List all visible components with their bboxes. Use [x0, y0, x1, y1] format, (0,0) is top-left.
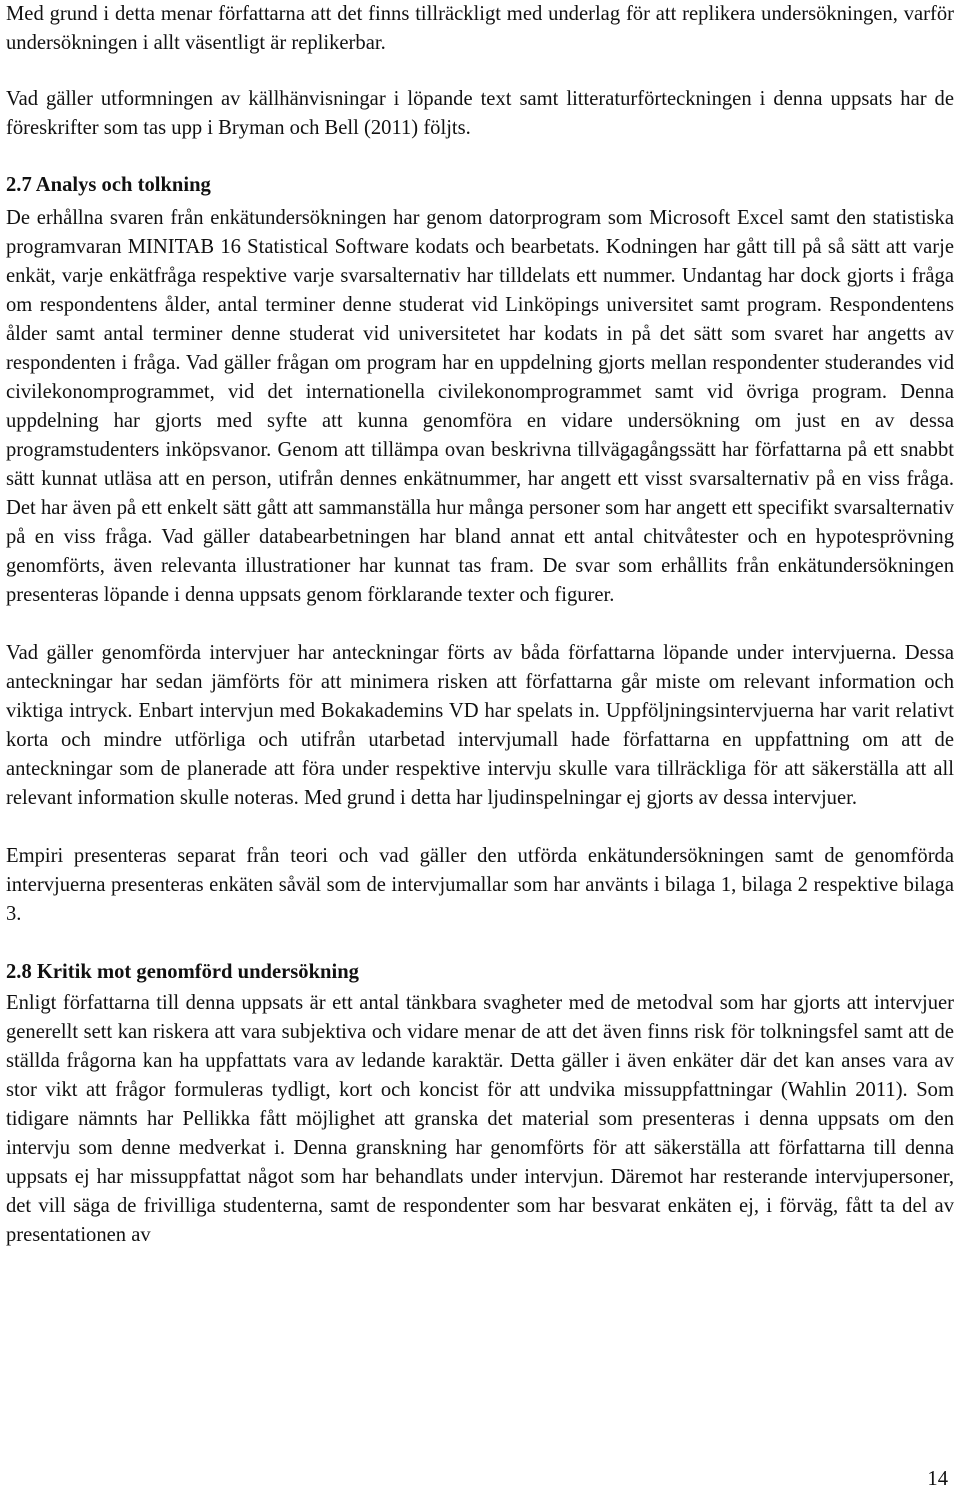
section-heading-2-8: 2.8 Kritik mot genomförd undersökning [6, 961, 359, 983]
paragraph-analys: De erhållna svaren från enkätundersökningen har genom datorprogram som Microsoft Excel samt den statistiska programvaran MINITAB 16 Statistical Software kodats och bearbetats. Kodningen har gått till på så sätt att varje enkät, varje enkätfråga respektive varje svarsalternativ har tilldelats ett nummer. Undantag har dock gjorts i fråga om respondentens ålder, antal terminer denne studerat vid Linköpings universitet samt program. Respondentens ålder samt antal terminer denne studerat vid universitetet har kodats in på det sätt som svaret har angetts av respondenten i fråga. Vad gäller frågan om program har en uppdelning gjorts mellan respondenter studerandes vid civilekonomprogrammet, vid det internationella civilekonomprogrammet samt vid övriga program. Denna uppdelning har gjorts med syfte att kunna genomföra en vidare undersökning om just en av dessa programstudenters inköpsvanor. Genom att tillämpa ovan beskrivna tillvägagångssätt har författarna på ett snabbt sätt kunnat utläsa att en person, utifrån dennes enkätnummer, har angett ett visst svarsalternativ på en viss fråga. Det har även på ett enkelt sätt gått att sammanställa hur många personer som har angett ett specifikt svarsalternativ på en viss fråga. Vad gäller databearbetningen har bland annat ett antal chitvåtester och en hypotesprövning genomförts, även relevanta illustrationer har kunnat tas fram. De svar som erhållits från enkätundersökningen presenteras löpande i denna uppsats genom förklarande texter och figurer. [6, 207, 954, 606]
section-heading-2-7: 2.7 Analys och tolkning [6, 174, 211, 196]
paragraph-intervjuer: Vad gäller genomförda intervjuer har anteckningar förts av båda författarna löpande under intervjuerna. Dessa anteckningar har sedan jämförts för att minimera risken att författarna går miste om relevant information och viktiga intryck. Enbart intervjun med Bokakademins VD har spelats in. Uppföljningsintervjuerna har varit relativt korta och mindre utförliga och utifrån utarbetad intervjumall hade författarna en uppfattning om att de anteckningar som de planerade att föra under respektive intervju skulle vara tillräckliga för att säkerställa att all relevant information skulle noteras. Med grund i detta har ljudinspelningar ej gjorts av dessa intervjuer. [6, 642, 954, 809]
page-number: 14 [927, 1468, 948, 1490]
paragraph-kritik: Enligt författarna till denna uppsats är ett antal tänkbara svagheter med de metodval som har gjorts att intervjuer generellt sett kan riskera att vara subjektiva och vidare menar de att det även finns risk för tolkningsfel samt att de ställda frågorna kan ha uppfattats vara av ledande karaktär. Detta gäller i även enkäter där det kan anses vara av stor vikt att frågor formuleras tydligt, kort och koncist för att undvika missuppfattningar (Wahlin 2011). Som tidigare nämnts har Pellikka fått möjlighet att granska det material som presenteras i denna uppsats om den intervju som denne medverkat i. Denna granskning har genomförts för att säkerställa att författarna till denna uppsats ej har missuppfattat något som har behandlats under intervjun. Däremot har resterande intervjupersoner, det vill säga de frivilliga studenterna, samt de respondenter som har besvarat enkäten ej, i förväg, fått ta del av presentationen av [6, 992, 954, 1246]
document-page [6, 0, 954, 1250]
paragraph-empiri: Empiri presenteras separat från teori och vad gäller den utförda enkätundersökningen samt de genomförda intervjuerna presenteras enkäten såväl som de intervjumallar som har använts i bilaga 1, bilaga 2 respektive bilaga 3. [6, 845, 954, 925]
paragraph-replikerbarhet: Med grund i detta menar författarna att det finns tillräckligt med underlag för att replikera undersökningen, varför undersökningen i allt väsentligt är replikerbar. [6, 3, 954, 54]
paragraph-kallhanvisningar: Vad gäller utformningen av källhänvisningar i löpande text samt litteraturförteckningen i denna uppsats har de föreskrifter som tas upp i Bryman och Bell (2011) följts. [6, 88, 954, 139]
